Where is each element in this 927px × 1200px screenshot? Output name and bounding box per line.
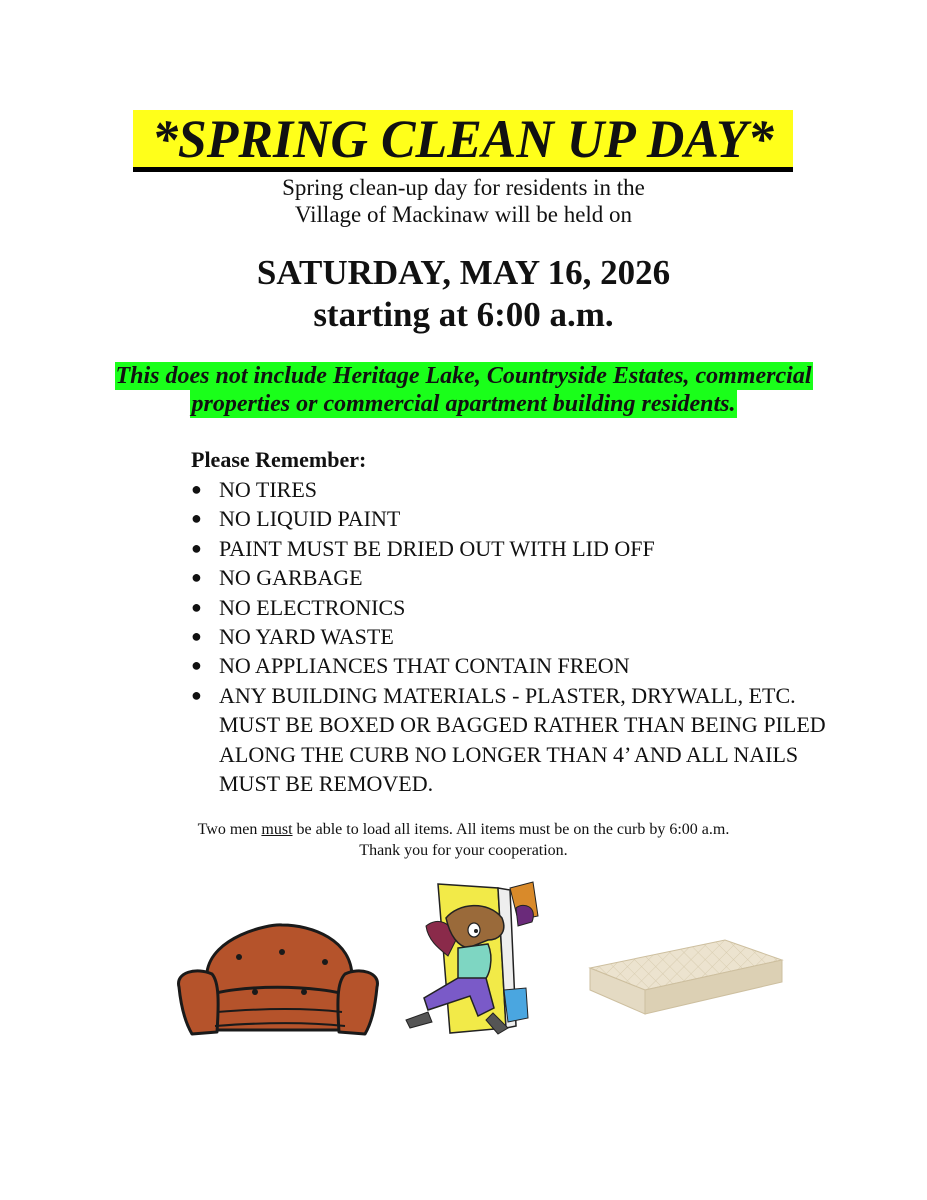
list-item: ● PAINT MUST BE DRIED OUT WITH LID OFF [191, 534, 831, 563]
bullet-icon: ● [191, 567, 202, 588]
event-date: SATURDAY, MAY 16, 2026 [256, 253, 671, 292]
page-title: *SPRING CLEAN UP DAY* [152, 108, 774, 169]
bullet-icon: ● [191, 479, 202, 499]
list-item: ● NO APPLIANCES THAT CONTAIN FREON [191, 651, 831, 680]
exclusion-line-1: This does not include Heritage Lake, Countryside Estates, commercial [115, 363, 812, 389]
exclusion-notice [0, 362, 927, 418]
mattress-photo [585, 938, 785, 1018]
bullet-icon: ● [191, 626, 202, 647]
bullet-icon: ● [191, 508, 202, 529]
bullet-icon: ● [191, 655, 202, 676]
remember-heading: Please Remember: [191, 447, 367, 472]
intro-text [0, 174, 927, 228]
list-item: ● NO TIRES [191, 475, 831, 504]
event-datetime [0, 252, 927, 336]
intro-line-2: Village of Mackinaw will be held on [294, 202, 633, 227]
footer-line-1: Two men must be able to load all items. All items must be on the curb by 6:00 a.m. [197, 821, 730, 838]
list-item: ● NO LIQUID PAINT [191, 504, 831, 533]
event-time: starting at 6:00 a.m. [313, 295, 614, 334]
list-item: ● NO ELECTRONICS [191, 593, 831, 622]
footer-line-2: Thank you for your cooperation. [359, 842, 568, 859]
list-item: ● ANY BUILDING MATERIALS - PLASTER, DRYWALL, ETC. MUST BE BOXED OR BAGGED RATHER THAN BEING PILED ALONG THE CURB NO LONGER THAN 4’ AND ALL NAILS MUST BE REMOVED. [191, 682, 826, 797]
footer-note [0, 819, 927, 861]
cluttered-closet-cartoon [398, 878, 558, 1038]
intro-line-1: Spring clean-up day for residents in the [282, 175, 645, 200]
bullet-icon: ● [191, 596, 202, 617]
bullet-icon: ● [191, 684, 202, 705]
emphasis-must: must [261, 821, 293, 838]
bullet-icon: ● [191, 537, 202, 558]
list-item: ● NO YARD WASTE [191, 622, 831, 651]
title-banner [133, 110, 793, 172]
rules-list [191, 475, 831, 798]
exclusion-line-2: properties or commercial apartment building residents. [191, 391, 736, 417]
list-item: ● NO GARBAGE [191, 563, 831, 592]
couch-illustration [167, 922, 387, 1040]
